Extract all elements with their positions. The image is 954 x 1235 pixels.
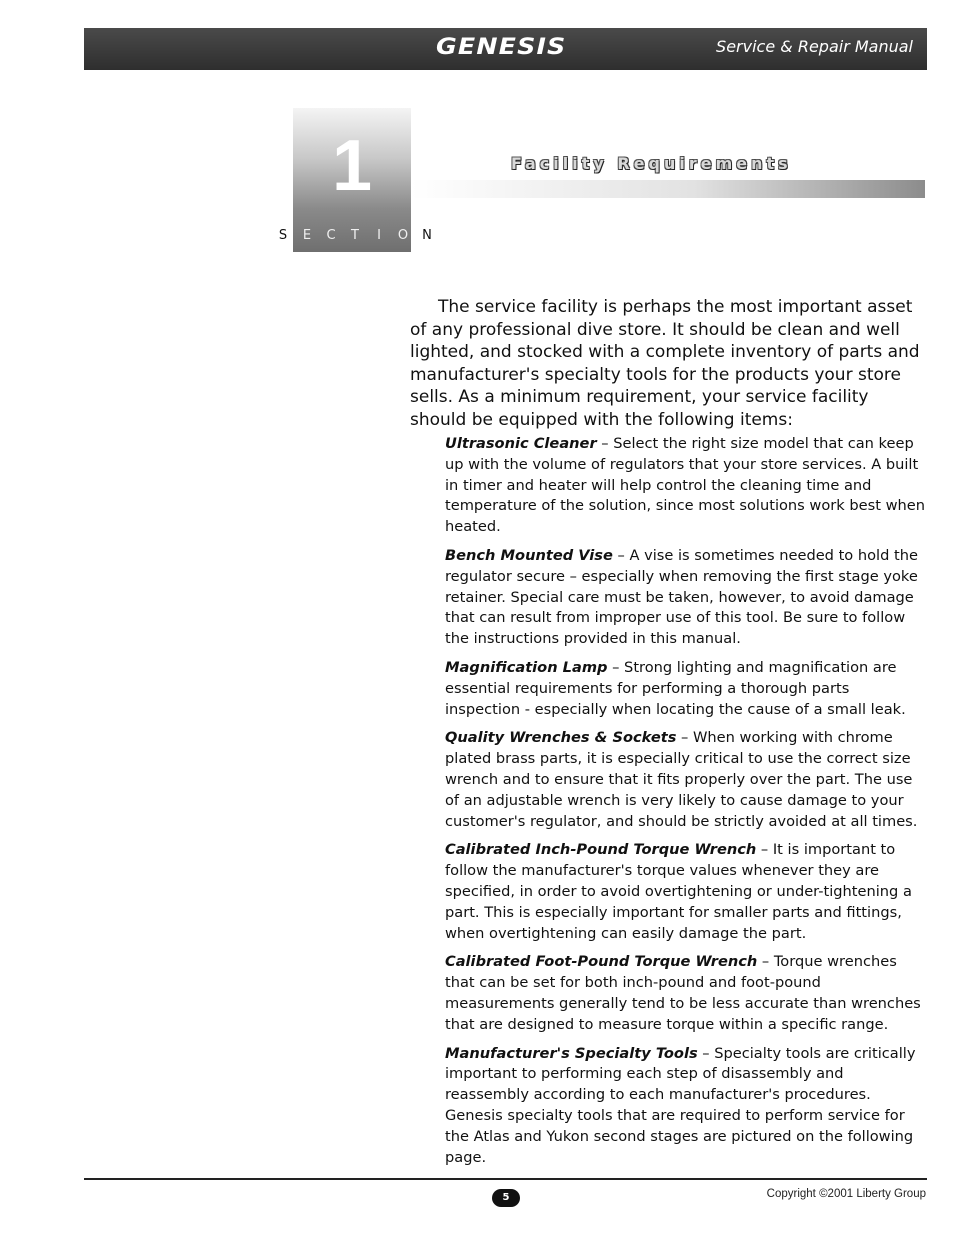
item-name: Quality Wrenches & Sockets (445, 729, 677, 747)
item-text: – A vise is sometimes needed to hold the regulator secure – especially when removing the first stage yoke retainer. Special care must be taken, however, to avoid damage that can result from improper use of this tool. Be sure to follow the instructions provided in this manual. (445, 546, 918, 648)
footer-rule (84, 1178, 927, 1180)
manual-title: Service & Repair Manual (716, 37, 913, 56)
item-name: Bench Mounted Vise (445, 546, 613, 564)
item-name: Magnification Lamp (445, 658, 608, 676)
section-number: 1 (331, 126, 373, 206)
section-label-letter: S (278, 228, 288, 243)
brand-logo: GENESIS (436, 35, 567, 60)
list-item (445, 658, 927, 720)
header-bar (84, 28, 927, 70)
item-text: – Torque wrenches that can be set for both inch-pound and foot-pound measurements generally tend to be less accurate than wrenches that are designed to measure torque within a specific range. (445, 953, 921, 1033)
section-label-letter: E (302, 228, 312, 243)
item-name: Calibrated Inch-Pound Torque Wrench (445, 841, 757, 859)
item-name: Manufacturer's Specialty Tools (445, 1044, 698, 1062)
item-text: – When working with chrome plated brass parts, it is especially critical to use the correct size wrench and to ensure that it fits properly over the part. The use of an adjustable wrench is very likely to cause damage to your customer's regulator, and should be strictly avoided at all times. (445, 729, 918, 830)
list-item (445, 840, 927, 944)
item-text: – Specialty tools are critically important to performing each step of disassembly and reassembly according to each manufacturer's procedures. Genesis specialty tools that are required to perform service for the Atlas and Yukon second stages are pictured on the following page. (445, 1044, 916, 1166)
section-label-letter: C (326, 228, 336, 243)
section-label (274, 228, 436, 243)
section-label-letter: T (351, 228, 359, 243)
section-title-rule (411, 180, 925, 198)
page-number: 5 (492, 1189, 520, 1207)
list-item (445, 1044, 927, 1169)
requirements-list (445, 434, 927, 1176)
list-item (445, 952, 927, 1035)
section-label-letter: I (377, 228, 381, 243)
intro-paragraph: The service facility is perhaps the most important asset of any professional dive store. It should be clean and well lighted, and stocked with a complete inventory of parts and manufacturer's specialty tools for the products your store sells. As a minimum requirement, your service facility should be equipped with the following items: (410, 297, 920, 430)
list-item (445, 728, 927, 832)
list-item (445, 434, 927, 538)
copyright-notice: Copyright ©2001 Liberty Group (766, 1188, 926, 1200)
item-text: – It is important to follow the manufacturer's torque values whenever they are specified, in order to avoid overtightening or under-tightening a part. This is especially important for smaller parts and fittings, when overtightening can easily damage the part. (445, 841, 912, 942)
item-text: – Select the right size model that can keep up with the volume of regulators that your store services. A built in timer and heater will help control the cleaning time and temperature of the solution, since most solutions work best when heated. (445, 435, 925, 536)
item-text: – Strong lighting and magnification are essential requirements for performing a thorough parts inspection - especially when locating the cause of a small leak. (445, 658, 906, 718)
section-label-letter: N (422, 228, 432, 243)
section-title: Facility Requirements (511, 154, 792, 173)
item-name: Ultrasonic Cleaner (445, 435, 597, 452)
item-name: Calibrated Foot-Pound Torque Wrench (445, 953, 758, 971)
section-label-letter: O (397, 228, 409, 243)
list-item (445, 546, 927, 650)
